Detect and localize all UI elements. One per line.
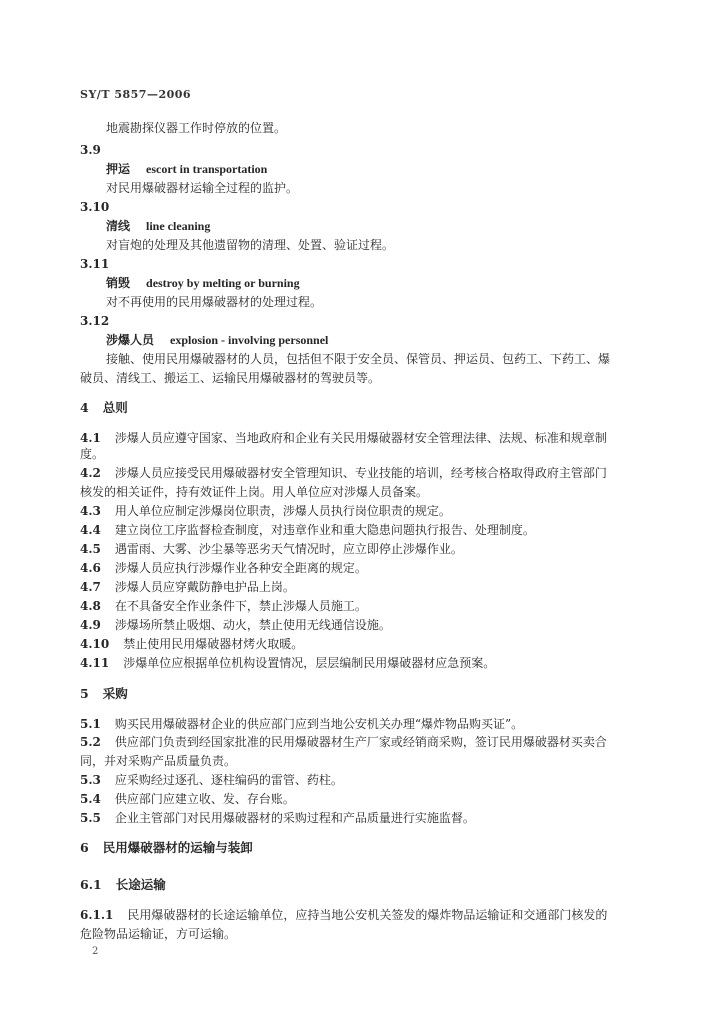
term-definition: 破员、清线工、搬运工、运输民用爆破器材的驾驶员等。 [80, 371, 381, 385]
clause-number: 3.9 [80, 143, 101, 157]
clause-text: 涉爆单位应根据单位机构设置情况，层层编制民用爆破器材应急预案。 [123, 656, 496, 670]
clause-number: 5.4 [80, 792, 101, 806]
clause-text: 建立岗位工序监督检查制度，对违章作业和重大隐患问题执行报告、处理制度。 [114, 523, 535, 537]
clause-number: 4.4 [80, 523, 101, 537]
clause-continuation: 核发的相关证件，持有效证件上岗。用人单位应对涉爆人员备案。 [80, 485, 429, 499]
clause-text: 遇雷雨、大雾、沙尘暴等恶劣天气情况时，应立即停止涉爆作业。 [114, 542, 463, 556]
clause-number: 4.10 [80, 637, 110, 651]
standard-code: SY/T 5857—2006 [80, 88, 192, 101]
section-number: 6 [80, 840, 89, 855]
section-title: 采购 [102, 686, 128, 701]
section-number: 5 [80, 686, 89, 701]
term-english: escort in transportation [146, 162, 268, 176]
term-english: line cleaning [146, 219, 211, 233]
term-english: explosion - involving personnel [170, 333, 329, 347]
term-english: destroy by melting or burning [146, 276, 300, 290]
term-entry [106, 275, 300, 291]
clause-number: 5.5 [80, 811, 101, 825]
clause-number: 4.9 [80, 618, 101, 632]
clause-4-9 [80, 617, 391, 633]
clause-continuation: 同，并对采购产品质量负责。 [80, 754, 237, 768]
clause-4-1 [80, 430, 607, 446]
clause-text: 禁止使用民用爆破器材烤火取暖。 [123, 637, 304, 651]
clause-text: 购买民用爆破器材企业的供应部门应到当地公安机关办理“爆炸物品购买证”。 [114, 717, 524, 731]
term-definition: 接触、使用民用爆破器材的人员，包括但不限于安全员、保管员、押运员、包药工、下药工、爆 [106, 352, 611, 366]
clause-continuation: 度。 [80, 447, 105, 461]
term-chinese: 涉爆人员 [106, 333, 155, 347]
clause-number: 5.3 [80, 773, 101, 787]
clause-4-10 [80, 636, 303, 652]
clause-text: 企业主管部门对民用爆破器材的采购过程和产品质量进行实施监督。 [114, 811, 475, 825]
clause-text: 供应部门应建立收、发、存台账。 [114, 792, 295, 806]
clause-number: 5.2 [80, 735, 101, 749]
clause-number: 4.6 [80, 561, 101, 575]
section-title: 总则 [102, 400, 128, 415]
clause-4-3 [80, 503, 451, 519]
clause-4-4 [80, 522, 535, 538]
clause-number: 4.2 [80, 466, 101, 480]
term-chinese: 押运 [106, 162, 131, 176]
clause-number: 4.8 [80, 599, 101, 613]
clause-number: 4.7 [80, 580, 101, 594]
paragraph-line: 地震勘探仪器工作时停放的位置。 [106, 121, 287, 135]
clause-text: 涉爆人员应执行涉爆作业各种安全距离的规定。 [114, 561, 367, 575]
clause-text: 涉爆人员应遵守国家、当地政府和企业有关民用爆破器材安全管理法律、法规、标准和规章制 [114, 431, 607, 445]
clause-text: 在不具备安全作业条件下，禁止涉爆人员施工。 [114, 599, 367, 613]
clause-number: 3.10 [80, 200, 110, 214]
clause-4-11 [80, 655, 495, 671]
subsection-number: 6.1 [80, 877, 102, 892]
clause-text: 民用爆破器材的长途运输单位，应持当地公安机关签发的爆炸物品运输证和交通部门核发的 [127, 908, 608, 922]
term-definition: 对不再使用的民用爆破器材的处理过程。 [106, 295, 323, 309]
clause-number: 4.11 [80, 656, 110, 670]
subsection-title: 长途运输 [115, 877, 166, 892]
section-heading [80, 840, 253, 856]
term-definition: 对民用爆破器材运输全过程的监护。 [106, 181, 299, 195]
clause-5-2 [80, 734, 607, 750]
clause-5-5 [80, 810, 475, 826]
term-definition: 对盲炮的处理及其他遗留物的清理、处置、验证过程。 [106, 238, 395, 252]
clause-text: 供应部门负责到经国家批准的民用爆破器材生产厂家或经销商采购，签订民用爆破器材买卖合 [114, 735, 607, 749]
clause-continuation: 危险物品运输证，方可运输。 [80, 927, 237, 941]
clause-5-4 [80, 791, 295, 807]
clause-number: 4.1 [80, 431, 101, 445]
term-entry [106, 218, 210, 234]
clause-5-3 [80, 772, 343, 788]
clause-4-2 [80, 465, 607, 481]
term-entry [106, 161, 267, 177]
term-entry [106, 332, 328, 348]
clause-number: 3.11 [80, 257, 110, 271]
clause-text: 用人单位应制定涉爆岗位职责，涉爆人员执行岗位职责的规定。 [114, 504, 451, 518]
term-chinese: 销毁 [106, 276, 131, 290]
clause-4-5 [80, 541, 463, 557]
clause-number: 3.12 [80, 314, 110, 328]
clause-4-6 [80, 560, 367, 576]
clause-text: 应采购经过逐孔、逐柱编码的雷管、药柱。 [114, 773, 343, 787]
clause-text: 涉爆场所禁止吸烟、动火，禁止使用无线通信设施。 [114, 618, 391, 632]
section-title: 民用爆破器材的运输与装卸 [102, 840, 253, 855]
page-number: 2 [92, 946, 99, 957]
clause-number: 5.1 [80, 717, 101, 731]
clause-6-1-1 [80, 907, 607, 923]
term-chinese: 清线 [106, 219, 131, 233]
section-heading [80, 686, 128, 702]
clause-4-8 [80, 598, 367, 614]
section-heading [80, 400, 128, 416]
subsection-heading [80, 877, 166, 893]
clause-text: 涉爆人员应接受民用爆破器材安全管理知识、专业技能的培训，经考核合格取得政府主管部门 [114, 466, 607, 480]
clause-text: 涉爆人员应穿戴防静电护品上岗。 [114, 580, 295, 594]
clause-number: 4.5 [80, 542, 101, 556]
clause-number: 4.3 [80, 504, 101, 518]
clause-4-7 [80, 579, 295, 595]
clause-5-1 [80, 716, 523, 732]
section-number: 4 [80, 400, 89, 415]
clause-number: 6.1.1 [80, 908, 114, 922]
